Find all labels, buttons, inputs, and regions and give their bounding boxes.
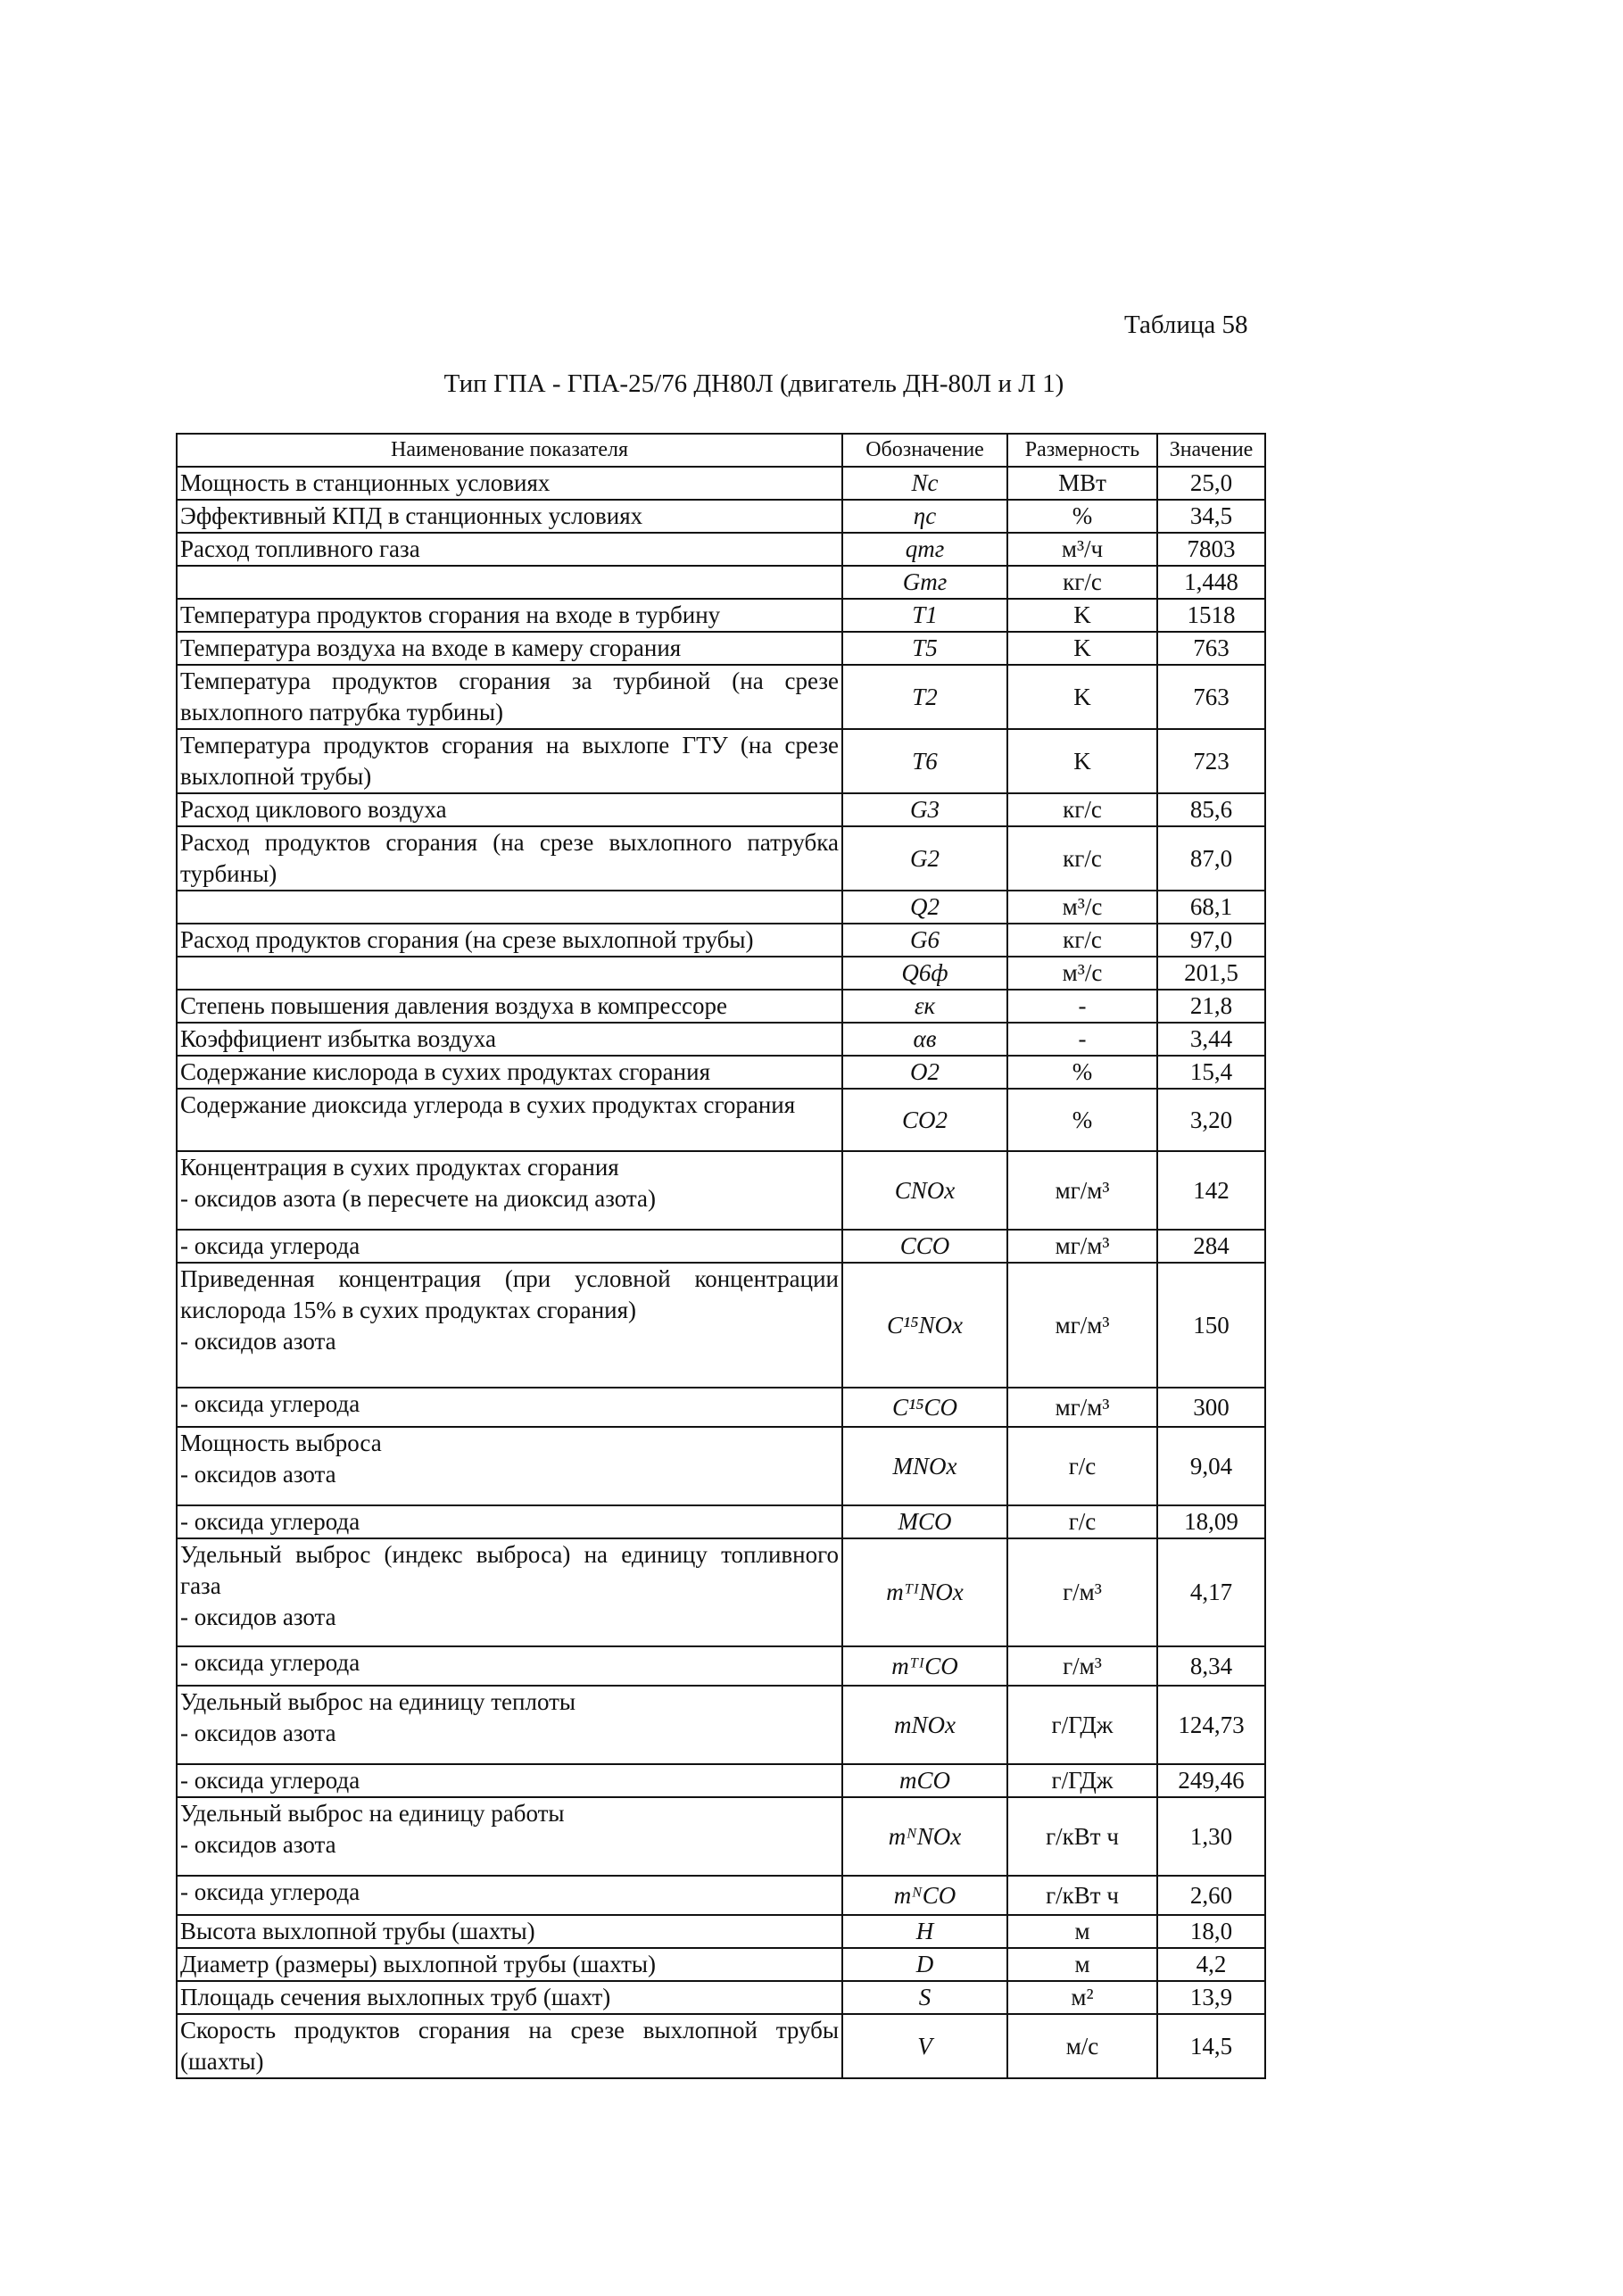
row-value: 1,448 bbox=[1157, 566, 1265, 599]
table-row bbox=[177, 1263, 1265, 1388]
row-name: Диаметр (размеры) выхлопной трубы (шахты) bbox=[177, 1948, 842, 1981]
row-symbol: H bbox=[842, 1915, 1007, 1948]
row-value: 15,4 bbox=[1157, 1056, 1265, 1089]
table-row bbox=[177, 1056, 1265, 1089]
row-name: Температура воздуха на входе в камеру сгорания bbox=[177, 632, 842, 665]
row-name: Удельный выброс на единицу теплоты - оксидов азота bbox=[177, 1686, 842, 1764]
row-name bbox=[177, 566, 842, 599]
row-value: 13,9 bbox=[1157, 1981, 1265, 2014]
table-row bbox=[177, 1981, 1265, 2014]
row-value: 763 bbox=[1157, 632, 1265, 665]
row-symbol: C¹⁵NOx bbox=[842, 1263, 1007, 1388]
table-row bbox=[177, 924, 1265, 957]
row-symbol: Q2 bbox=[842, 891, 1007, 924]
table-row bbox=[177, 1876, 1265, 1915]
row-symbol: CNOx bbox=[842, 1151, 1007, 1230]
table-row bbox=[177, 1089, 1265, 1151]
table-row bbox=[177, 665, 1265, 729]
row-name: Высота выхлопной трубы (шахты) bbox=[177, 1915, 842, 1948]
table-row bbox=[177, 2014, 1265, 2078]
row-unit: м bbox=[1007, 1915, 1157, 1948]
table-row bbox=[177, 1151, 1265, 1230]
row-name: Скорость продуктов сгорания на срезе выхлопной трубы (шахты) bbox=[177, 2014, 842, 2078]
row-unit: K bbox=[1007, 729, 1157, 793]
row-value: 25,0 bbox=[1157, 467, 1265, 500]
row-value: 300 bbox=[1157, 1388, 1265, 1427]
row-value: 21,8 bbox=[1157, 990, 1265, 1023]
row-unit: кг/с bbox=[1007, 793, 1157, 826]
table-row bbox=[177, 793, 1265, 826]
row-symbol: mCO bbox=[842, 1764, 1007, 1797]
table-row bbox=[177, 1427, 1265, 1505]
row-name: Площадь сечения выхлопных труб (шахт) bbox=[177, 1981, 842, 2014]
row-symbol: mᴺCO bbox=[842, 1876, 1007, 1915]
row-symbol: Nс bbox=[842, 467, 1007, 500]
row-name: Удельный выброс (индекс выброса) на единицу топливного газа - оксидов азота bbox=[177, 1538, 842, 1646]
row-unit: кг/с bbox=[1007, 826, 1157, 891]
row-unit: г/с bbox=[1007, 1427, 1157, 1505]
row-symbol: MCO bbox=[842, 1505, 1007, 1538]
row-symbol: mᴺNOx bbox=[842, 1797, 1007, 1876]
row-symbol: T6 bbox=[842, 729, 1007, 793]
header-unit: Размерность bbox=[1007, 434, 1157, 467]
row-name bbox=[177, 957, 842, 990]
table-caption: Таблица 58 bbox=[1124, 311, 1248, 339]
row-symbol: T1 bbox=[842, 599, 1007, 632]
row-symbol: mᵀᴵCO bbox=[842, 1646, 1007, 1686]
row-symbol: T5 bbox=[842, 632, 1007, 665]
row-value: 4,2 bbox=[1157, 1948, 1265, 1981]
row-value: 2,60 bbox=[1157, 1876, 1265, 1915]
row-unit: м³/с bbox=[1007, 891, 1157, 924]
table-row bbox=[177, 891, 1265, 924]
row-unit: м³/ч bbox=[1007, 533, 1157, 566]
row-symbol: CO2 bbox=[842, 1089, 1007, 1151]
row-name: Расход продуктов сгорания (на срезе выхлопной трубы) bbox=[177, 924, 842, 957]
table-row bbox=[177, 632, 1265, 665]
row-name: Расход продуктов сгорания (на срезе выхлопного патрубка турбины) bbox=[177, 826, 842, 891]
row-symbol: CCO bbox=[842, 1230, 1007, 1263]
row-unit: мг/м³ bbox=[1007, 1388, 1157, 1427]
table-row bbox=[177, 533, 1265, 566]
row-value: 150 bbox=[1157, 1263, 1265, 1388]
row-symbol: qтг bbox=[842, 533, 1007, 566]
table-row bbox=[177, 729, 1265, 793]
row-unit: кг/с bbox=[1007, 566, 1157, 599]
row-symbol: mᵀᴵNOx bbox=[842, 1538, 1007, 1646]
row-value: 9,04 bbox=[1157, 1427, 1265, 1505]
row-unit: г/с bbox=[1007, 1505, 1157, 1538]
row-unit: МВт bbox=[1007, 467, 1157, 500]
row-unit: % bbox=[1007, 1089, 1157, 1151]
row-name: - оксида углерода bbox=[177, 1646, 842, 1686]
row-name: Расход циклового воздуха bbox=[177, 793, 842, 826]
table-row bbox=[177, 599, 1265, 632]
row-value: 249,46 bbox=[1157, 1764, 1265, 1797]
row-symbol: G2 bbox=[842, 826, 1007, 891]
row-name: Температура продуктов сгорания на выхлопе ГТУ (на срезе выхлопной трубы) bbox=[177, 729, 842, 793]
row-unit: K bbox=[1007, 599, 1157, 632]
table-row bbox=[177, 1915, 1265, 1948]
row-unit: % bbox=[1007, 1056, 1157, 1089]
row-unit: г/кВт ч bbox=[1007, 1797, 1157, 1876]
table-row bbox=[177, 467, 1265, 500]
table-row bbox=[177, 826, 1265, 891]
row-value: 87,0 bbox=[1157, 826, 1265, 891]
row-value: 124,73 bbox=[1157, 1686, 1265, 1764]
row-name: Мощность в станционных условиях bbox=[177, 467, 842, 500]
row-symbol: D bbox=[842, 1948, 1007, 1981]
row-name: - оксида углерода bbox=[177, 1388, 842, 1427]
row-name bbox=[177, 891, 842, 924]
row-symbol: Gтг bbox=[842, 566, 1007, 599]
row-name: - оксида углерода bbox=[177, 1505, 842, 1538]
table-row bbox=[177, 1948, 1265, 1981]
row-value: 85,6 bbox=[1157, 793, 1265, 826]
table-row bbox=[177, 1646, 1265, 1686]
row-symbol: Q6ф bbox=[842, 957, 1007, 990]
row-unit: - bbox=[1007, 1023, 1157, 1056]
row-value: 3,44 bbox=[1157, 1023, 1265, 1056]
row-symbol: G3 bbox=[842, 793, 1007, 826]
row-name: Содержание кислорода в сухих продуктах сгорания bbox=[177, 1056, 842, 1089]
row-name: - оксида углерода bbox=[177, 1230, 842, 1263]
row-symbol: εк bbox=[842, 990, 1007, 1023]
header-symbol: Обозначение bbox=[842, 434, 1007, 467]
row-name: Температура продуктов сгорания на входе в турбину bbox=[177, 599, 842, 632]
row-name: - оксида углерода bbox=[177, 1876, 842, 1915]
row-unit: м³/с bbox=[1007, 957, 1157, 990]
row-symbol: αв bbox=[842, 1023, 1007, 1056]
header-value: Значение bbox=[1157, 434, 1265, 467]
row-name: Содержание диоксида углерода в сухих продуктах сгорания bbox=[177, 1089, 842, 1151]
row-value: 97,0 bbox=[1157, 924, 1265, 957]
table-row bbox=[177, 1686, 1265, 1764]
row-unit: K bbox=[1007, 632, 1157, 665]
row-value: 1,30 bbox=[1157, 1797, 1265, 1876]
table-row bbox=[177, 1023, 1265, 1056]
row-unit: м bbox=[1007, 1948, 1157, 1981]
row-symbol: S bbox=[842, 1981, 1007, 2014]
row-unit: г/ГДж bbox=[1007, 1764, 1157, 1797]
row-unit: мг/м³ bbox=[1007, 1230, 1157, 1263]
table-row bbox=[177, 500, 1265, 533]
row-symbol: mNOx bbox=[842, 1686, 1007, 1764]
row-symbol: T2 bbox=[842, 665, 1007, 729]
row-unit: - bbox=[1007, 990, 1157, 1023]
row-name: Степень повышения давления воздуха в компрессоре bbox=[177, 990, 842, 1023]
row-unit: м/с bbox=[1007, 2014, 1157, 2078]
parameters-table bbox=[176, 433, 1266, 2079]
row-value: 201,5 bbox=[1157, 957, 1265, 990]
row-symbol: G6 bbox=[842, 924, 1007, 957]
row-value: 18,0 bbox=[1157, 1915, 1265, 1948]
row-unit: % bbox=[1007, 500, 1157, 533]
row-symbol: MNOx bbox=[842, 1427, 1007, 1505]
row-value: 34,5 bbox=[1157, 500, 1265, 533]
row-value: 14,5 bbox=[1157, 2014, 1265, 2078]
row-unit: г/м³ bbox=[1007, 1538, 1157, 1646]
row-symbol: ηс bbox=[842, 500, 1007, 533]
row-unit: мг/м³ bbox=[1007, 1151, 1157, 1230]
table-row bbox=[177, 1230, 1265, 1263]
row-unit: K bbox=[1007, 665, 1157, 729]
row-value: 142 bbox=[1157, 1151, 1265, 1230]
row-name: Эффективный КПД в станционных условиях bbox=[177, 500, 842, 533]
row-name: Приведенная концентрация (при условной концентрации кислорода 15% в сухих продуктах сгорания) - оксидов азота bbox=[177, 1263, 842, 1388]
row-unit: г/м³ bbox=[1007, 1646, 1157, 1686]
row-value: 1518 bbox=[1157, 599, 1265, 632]
table-row bbox=[177, 566, 1265, 599]
table-row bbox=[177, 1388, 1265, 1427]
table-header-row bbox=[177, 434, 1265, 467]
row-value: 18,09 bbox=[1157, 1505, 1265, 1538]
row-value: 284 bbox=[1157, 1230, 1265, 1263]
row-name: - оксида углерода bbox=[177, 1764, 842, 1797]
table-row bbox=[177, 1764, 1265, 1797]
row-value: 4,17 bbox=[1157, 1538, 1265, 1646]
row-unit: г/ГДж bbox=[1007, 1686, 1157, 1764]
header-name: Наименование показателя bbox=[177, 434, 842, 467]
table-row bbox=[177, 957, 1265, 990]
row-value: 8,34 bbox=[1157, 1646, 1265, 1686]
row-value: 3,20 bbox=[1157, 1089, 1265, 1151]
row-value: 763 bbox=[1157, 665, 1265, 729]
row-value: 7803 bbox=[1157, 533, 1265, 566]
row-symbol: C¹⁵CO bbox=[842, 1388, 1007, 1427]
table-row bbox=[177, 1797, 1265, 1876]
row-symbol: O2 bbox=[842, 1056, 1007, 1089]
row-name: Коэффициент избытка воздуха bbox=[177, 1023, 842, 1056]
row-name: Концентрация в сухих продуктах сгорания - оксидов азота (в пересчете на диоксид азота) bbox=[177, 1151, 842, 1230]
row-value: 723 bbox=[1157, 729, 1265, 793]
row-name: Мощность выброса - оксидов азота bbox=[177, 1427, 842, 1505]
table-row bbox=[177, 1538, 1265, 1646]
row-unit: м² bbox=[1007, 1981, 1157, 2014]
row-name: Температура продуктов сгорания за турбиной (на срезе выхлопного патрубка турбины) bbox=[177, 665, 842, 729]
table-body bbox=[177, 467, 1265, 2078]
row-symbol: V bbox=[842, 2014, 1007, 2078]
row-unit: кг/с bbox=[1007, 924, 1157, 957]
row-name: Удельный выброс на единицу работы - оксидов азота bbox=[177, 1797, 842, 1876]
table-row bbox=[177, 990, 1265, 1023]
table-title: Тип ГПА - ГПА-25/76 ДН80Л (двигатель ДН-80Л и Л 1) bbox=[443, 369, 1064, 398]
row-value: 68,1 bbox=[1157, 891, 1265, 924]
row-unit: мг/м³ bbox=[1007, 1263, 1157, 1388]
table-row bbox=[177, 1505, 1265, 1538]
row-name: Расход топливного газа bbox=[177, 533, 842, 566]
row-unit: г/кВт ч bbox=[1007, 1876, 1157, 1915]
